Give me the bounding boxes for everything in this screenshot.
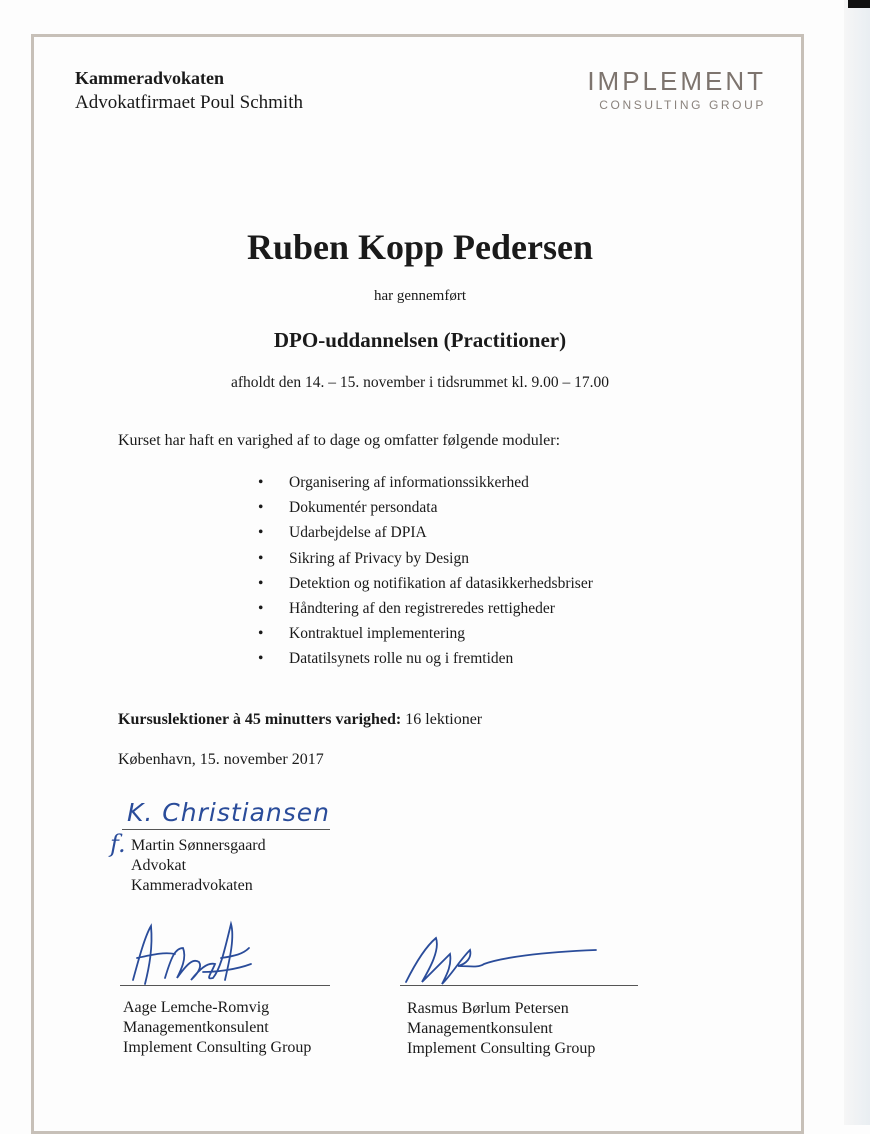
- bullet-icon: •: [258, 650, 264, 668]
- list-item: [258, 472, 593, 497]
- module-label: Kontraktuel implementering: [289, 625, 466, 643]
- bullet-icon: •: [258, 625, 264, 643]
- module-label: Sikring af Privacy by Design: [289, 549, 469, 567]
- signature-rasmus-borlum-petersen: [400, 930, 600, 990]
- signatory-organization: Implement Consulting Group: [123, 1039, 312, 1056]
- list-item: [258, 598, 593, 623]
- module-label: Organisering af informationssikkerhed: [289, 474, 529, 491]
- held-dates: afholdt den 14. – 15. november i tidsrummet kl. 9.00 – 17.00: [231, 374, 609, 391]
- signatory-block-3: [407, 999, 595, 1059]
- signatory-organization: Implement Consulting Group: [407, 1040, 596, 1057]
- module-label: Detektion og notifikation af datasikkerhedsbriser: [289, 574, 593, 592]
- list-item: [258, 573, 593, 598]
- place-date: København, 15. november 2017: [118, 751, 324, 768]
- lessons-label: Kursuslektioner à 45 minutters varighed:: [118, 711, 402, 728]
- signatory-title: Managementkonsulent: [407, 1020, 553, 1037]
- signatory-title: Advokat: [131, 857, 187, 874]
- recipient-name: Ruben Kopp Pedersen: [246, 227, 594, 267]
- list-item: [258, 548, 593, 573]
- signatory-block-2: [123, 998, 311, 1058]
- signatory-title: Managementkonsulent: [123, 1019, 269, 1036]
- bullet-icon: •: [258, 524, 264, 542]
- list-item: [258, 497, 593, 522]
- list-item: [258, 623, 593, 648]
- modules-intro: Kurset har haft en varighed af to dage og omfatter følgende moduler:: [118, 432, 561, 449]
- signature-line-2: [120, 985, 330, 986]
- bullet-icon: •: [258, 574, 264, 592]
- signature-k-christiansen: K. Christiansen: [127, 798, 331, 827]
- bullet-icon: •: [258, 549, 264, 567]
- signatory-organization: Kammeradvokaten: [131, 877, 253, 894]
- module-label: Datatilsynets rolle nu og i fremtiden: [289, 650, 514, 668]
- lessons-line: [118, 711, 482, 729]
- signature-line-3: [400, 985, 638, 986]
- signatory-name: Rasmus Børlum Petersen: [407, 1000, 569, 1017]
- law-firm-name: Advokatfirmaet Poul Schmith: [75, 92, 303, 113]
- signature-line-1: [122, 829, 330, 830]
- organization-name: Kammeradvokaten: [75, 68, 224, 88]
- scan-edge: [844, 0, 870, 1125]
- completed-text: har gennemført: [373, 288, 467, 304]
- module-label: Dokumentér persondata: [289, 499, 438, 517]
- signatory-block-1: [131, 836, 266, 896]
- bullet-icon: •: [258, 599, 264, 617]
- module-label: Udarbejdelse af DPIA: [289, 524, 427, 542]
- signature-aage-lemche-romvig: [125, 918, 255, 988]
- lessons-value: 16 lektioner: [405, 711, 483, 728]
- list-item: [258, 648, 593, 673]
- module-label: Håndtering af den registreredes rettigheder: [289, 599, 555, 617]
- bullet-icon: •: [258, 499, 264, 517]
- scan-corner-mark: [848, 0, 870, 8]
- signatory-name: Martin Sønnersgaard: [131, 837, 266, 854]
- signature-prefix-mark: f.: [110, 830, 126, 858]
- bullet-icon: •: [258, 474, 264, 491]
- implement-logo-main: IMPLEMENT: [587, 66, 766, 96]
- signatory-name: Aage Lemche-Romvig: [123, 999, 270, 1016]
- course-title: DPO-uddannelsen (Practitioner): [273, 328, 567, 352]
- list-item: [258, 522, 593, 547]
- implement-logo-sub: CONSULTING GROUP: [599, 98, 766, 112]
- modules-list: [258, 472, 593, 674]
